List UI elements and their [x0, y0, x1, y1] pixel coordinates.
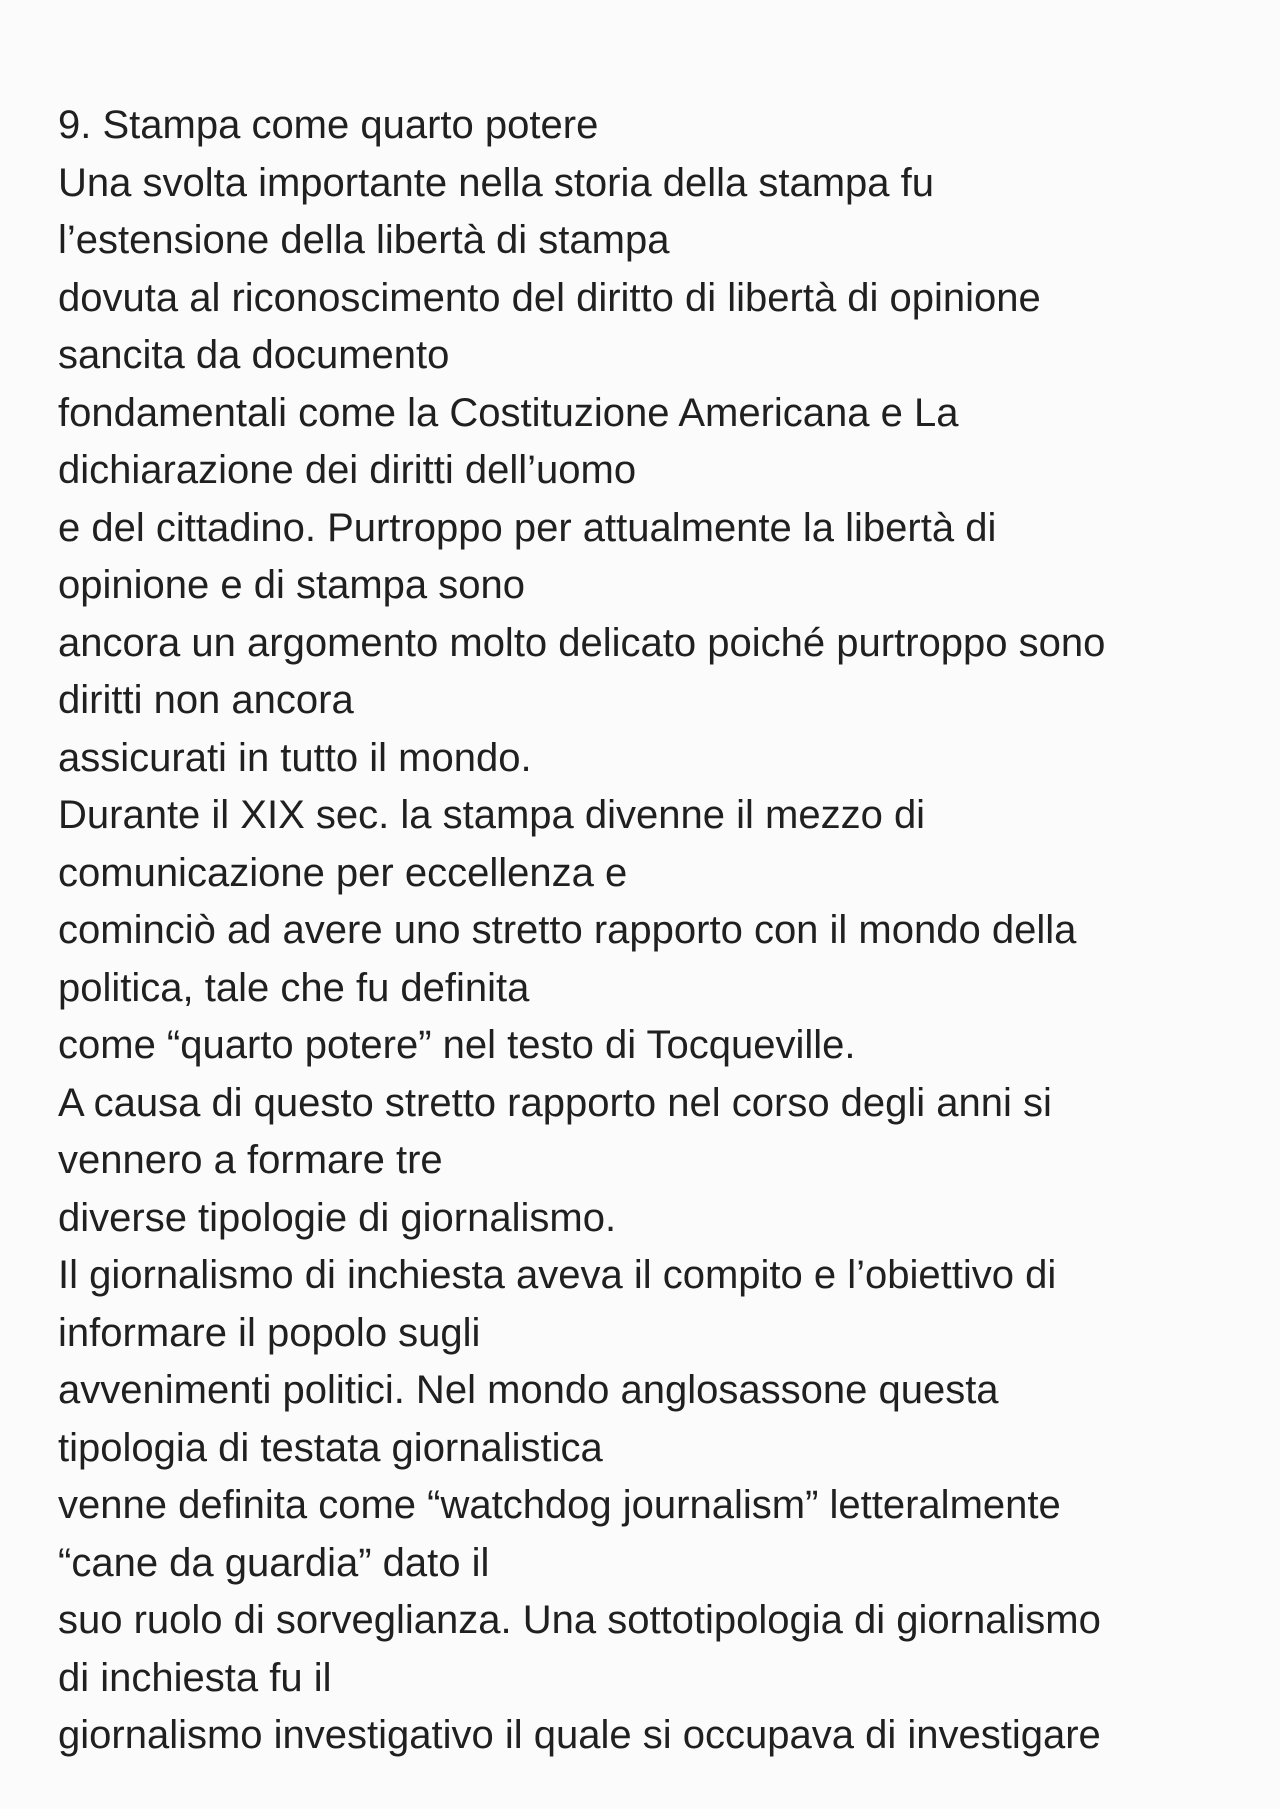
- text-line: e del cittadino. Purtroppo per attualmente la libertà di: [58, 505, 997, 550]
- text-line: diverse tipologie di giornalismo.: [58, 1195, 617, 1240]
- text-line: venne definita come “watchdog journalism” letteralmente: [58, 1483, 1061, 1527]
- text-line: come “quarto potere” nel testo di Tocqueville.: [58, 1023, 856, 1067]
- text-line: comunicazione per eccellenza e: [58, 850, 628, 895]
- text-line: suo ruolo di sorveglianza. Una sottotipologia di giornalismo: [58, 1598, 1101, 1642]
- text-line: giornalismo investigativo il quale si occupava di investigare: [58, 1713, 1101, 1757]
- text-line: “cane da guardia” dato il: [58, 1540, 490, 1585]
- text-line: cominciò ad avere uno stretto rapporto con il mondo della: [58, 908, 1077, 952]
- text-line: dovuta al riconoscimento del diritto di libertà di opinione: [58, 275, 1041, 320]
- text-line: avvenimenti politici. Nel mondo anglosassone questa: [58, 1368, 999, 1412]
- text-line: informare il popolo sugli: [58, 1310, 481, 1355]
- text-line: Il giornalismo di inchiesta aveva il compito e l’obiettivo di: [58, 1253, 1057, 1297]
- text-line: ancora un argomento molto delicato poiché purtroppo sono: [58, 620, 1106, 665]
- text-line: di inchiesta fu il: [58, 1655, 332, 1700]
- text-line: Durante il XIX sec. la stampa divenne il mezzo di: [58, 793, 926, 837]
- text-line: dichiarazione dei diritti dell’uomo: [58, 448, 637, 492]
- text-line: politica, tale che fu definita: [58, 965, 530, 1010]
- text-line: tipologia di testata giornalistica: [58, 1425, 603, 1470]
- text-line: diritti non ancora: [58, 678, 354, 722]
- text-line: Una svolta importante nella storia della stampa fu: [58, 160, 935, 205]
- text-line: A causa di questo stretto rapporto nel corso degli anni si: [58, 1080, 1052, 1125]
- text-line: assicurati in tutto il mondo.: [58, 735, 532, 780]
- text-line: fondamentali come la Costituzione Americana e La: [58, 390, 959, 435]
- note-body: [58, 97, 1258, 1765]
- note-title: 9. Stampa come quarto potere: [58, 103, 599, 147]
- text-line: vennero a formare tre: [58, 1138, 443, 1182]
- text-line: opinione e di stampa sono: [58, 563, 525, 607]
- text-line: l’estensione della libertà di stampa: [58, 218, 670, 262]
- text-line: sancita da documento: [58, 333, 450, 377]
